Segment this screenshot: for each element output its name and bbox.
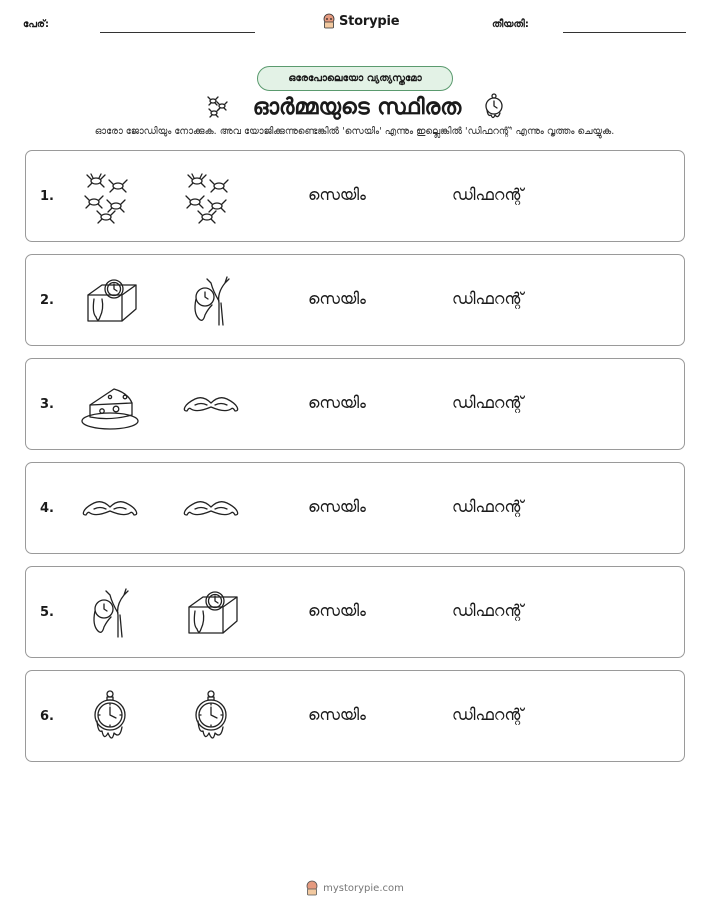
same-option[interactable]: സെയിം: [308, 705, 366, 724]
melting-watch-block-icon: [181, 585, 241, 641]
ants-icon: [80, 169, 140, 225]
question-card: [25, 254, 685, 346]
cheese-plate-icon: [80, 377, 140, 433]
mustache-icon: [181, 377, 241, 433]
brand-name: Storypie: [339, 13, 400, 29]
different-option[interactable]: ഡിഫറന്റ്: [452, 393, 524, 412]
question-card: [25, 566, 685, 658]
page-title-row: [180, 92, 530, 122]
melting-pocket-watch-icon: [80, 689, 140, 745]
melting-watch-block-icon: [80, 273, 140, 329]
same-option[interactable]: സെയിം: [308, 601, 366, 620]
same-option[interactable]: സെയിം: [308, 289, 366, 308]
date-line: [563, 32, 686, 33]
question-number: 4.: [40, 501, 54, 516]
different-option[interactable]: ഡിഫറന്റ്: [452, 289, 524, 308]
melting-watch-tree-icon: [80, 585, 140, 641]
name-label: പേര്:: [23, 19, 49, 30]
storypie-mascot-icon: [305, 880, 319, 896]
melting-watch-tree-icon: [181, 273, 241, 329]
question-number: 6.: [40, 709, 54, 724]
footer-url[interactable]: mystorypie.com: [323, 882, 404, 894]
question-number: 5.: [40, 605, 54, 620]
same-option[interactable]: സെയിം: [308, 393, 366, 412]
different-option[interactable]: ഡിഫറന്റ്: [452, 601, 524, 620]
melting-pocket-watch-icon: [483, 93, 505, 121]
same-option[interactable]: സെയിം: [308, 185, 366, 204]
date-label: തീയതി:: [492, 19, 529, 30]
footer: [0, 880, 709, 896]
different-option[interactable]: ഡിഫറന്റ്: [452, 705, 524, 724]
different-option[interactable]: ഡിഫറന്റ്: [452, 497, 524, 516]
question-card: [25, 670, 685, 762]
question-number: 3.: [40, 397, 54, 412]
question-card: [25, 358, 685, 450]
ants-icon: [205, 94, 231, 120]
topic-tag: ഒരേപോലെയോ വ്യത്യസ്തമോ: [257, 66, 453, 91]
question-card: [25, 150, 685, 242]
storypie-mascot-icon: [322, 13, 336, 29]
question-card: [25, 462, 685, 554]
worksheet-header: [0, 0, 709, 40]
same-option[interactable]: സെയിം: [308, 497, 366, 516]
mustache-icon: [181, 481, 241, 537]
page-title: ഓർമ്മയുടെ സ്ഥിരത: [252, 94, 462, 120]
instructions: ഓരോ ജോഡിയും നോക്കുക. അവ യോജിക്കുന്നുണ്ടെങ്കിൽ 'സെയിം' എന്നും ഇല്ലെങ്കിൽ 'ഡിഫറന്റ്' എന്നും വൃത്തം ചെയ്യുക.: [94, 126, 615, 137]
question-number: 2.: [40, 293, 54, 308]
melting-pocket-watch-icon: [181, 689, 241, 745]
brand-logo: [322, 13, 399, 29]
name-line: [100, 32, 255, 33]
question-number: 1.: [40, 189, 54, 204]
mustache-icon: [80, 481, 140, 537]
ants-icon: [181, 169, 241, 225]
different-option[interactable]: ഡിഫറന്റ്: [452, 185, 524, 204]
